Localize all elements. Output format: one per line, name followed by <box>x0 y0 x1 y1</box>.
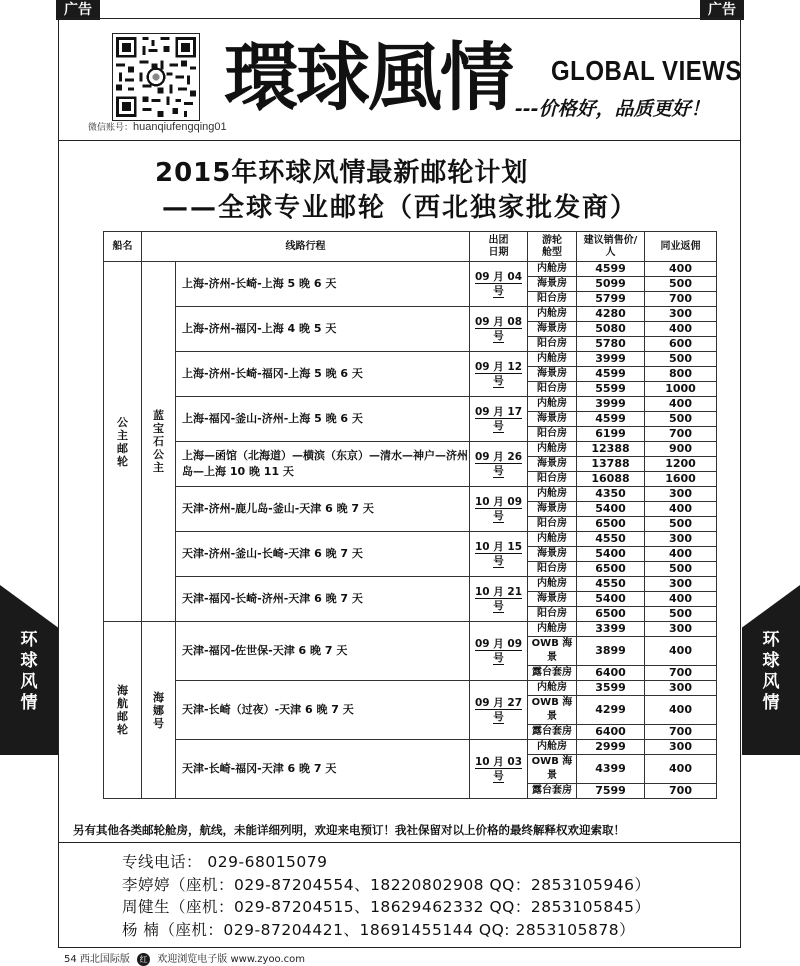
cabin-type: 内舱房 <box>528 442 577 457</box>
cabin-type: 露台套房 <box>528 666 577 681</box>
footer-link[interactable]: 欢迎浏览电子版 www.zyoo.com <box>157 954 306 965</box>
agent-rebate: 1200 <box>645 457 717 472</box>
route-itinerary: 天津-济州-釜山-长崎-天津 6 晚 7 天 <box>176 532 470 577</box>
side-label-right: 环球风情 <box>762 630 780 713</box>
agent-rebate: 800 <box>645 367 717 382</box>
wechat-label: 微信账号： <box>88 123 134 133</box>
suggested-price: 7599 <box>577 784 645 799</box>
header-cabin: 游轮舱型 <box>528 232 577 262</box>
cabin-type: 海景房 <box>528 457 577 472</box>
cabin-type: 阳台房 <box>528 607 577 622</box>
page-footer <box>64 950 305 966</box>
agent-rebate: 400 <box>645 397 717 412</box>
side-label-left: 环球风情 <box>20 630 38 713</box>
cabin-type: 海景房 <box>528 547 577 562</box>
suggested-price: 3399 <box>577 622 645 637</box>
cabin-type: OWB 海景 <box>528 637 577 666</box>
header-date: 出团日期 <box>470 232 528 262</box>
table-row <box>104 577 717 592</box>
route-itinerary: 天津-福冈-长崎-济州-天津 6 晚 7 天 <box>176 577 470 622</box>
suggested-price: 5400 <box>577 592 645 607</box>
header-route: 线路行程 <box>142 232 470 262</box>
contact-divider <box>58 842 741 843</box>
agent-rebate: 300 <box>645 532 717 547</box>
suggested-price: 4599 <box>577 262 645 277</box>
ad-tag-left: 广告 <box>56 0 100 20</box>
suggested-price: 6500 <box>577 607 645 622</box>
cabin-type: 海景房 <box>528 367 577 382</box>
suggested-price: 6500 <box>577 517 645 532</box>
cabin-type: 海景房 <box>528 592 577 607</box>
header-divider <box>58 140 741 141</box>
table-row <box>104 262 717 277</box>
table-row <box>104 740 717 755</box>
cabin-type: 海景房 <box>528 502 577 517</box>
cabin-type: 阳台房 <box>528 562 577 577</box>
agent-rebate: 400 <box>645 637 717 666</box>
suggested-price: 5400 <box>577 547 645 562</box>
header-rebate: 同业返佣 <box>645 232 717 262</box>
cabin-type: 阳台房 <box>528 292 577 307</box>
cabin-type: 内舱房 <box>528 622 577 637</box>
cabin-type: 内舱房 <box>528 262 577 277</box>
agent-rebate: 700 <box>645 666 717 681</box>
suggested-price: 5080 <box>577 322 645 337</box>
agent-rebate: 300 <box>645 681 717 696</box>
agent-rebate: 900 <box>645 442 717 457</box>
agent-rebate: 300 <box>645 622 717 637</box>
table-row <box>104 532 717 547</box>
agent-rebate: 400 <box>645 696 717 725</box>
brand-logo: 環球風情 <box>224 35 512 121</box>
edition-name: 西北国际版 <box>79 954 130 965</box>
agent-rebate: 400 <box>645 755 717 784</box>
contact-zhou: 周健生（座机：029-87204515、18629462332 QQ：2853105845） <box>122 898 651 916</box>
route-itinerary: 天津-福冈-佐世保-天津 6 晚 7 天 <box>176 622 470 681</box>
cabin-type: 海景房 <box>528 322 577 337</box>
agent-rebate: 700 <box>645 784 717 799</box>
agent-rebate: 400 <box>645 547 717 562</box>
brand-slogan: ---价格好，品质更好！ <box>515 98 710 120</box>
agent-rebate: 700 <box>645 427 717 442</box>
suggested-price: 12388 <box>577 442 645 457</box>
table-row <box>104 442 717 457</box>
agent-rebate: 500 <box>645 607 717 622</box>
cabin-type: 海景房 <box>528 412 577 427</box>
cabin-type: 内舱房 <box>528 740 577 755</box>
agent-rebate: 400 <box>645 502 717 517</box>
table-row <box>104 397 717 412</box>
departure-date: 10 月 15 号 <box>470 532 528 577</box>
departure-date: 09 月 12 号 <box>470 352 528 397</box>
suggested-price: 5780 <box>577 337 645 352</box>
departure-date: 09 月 26 号 <box>470 442 528 487</box>
agent-rebate: 500 <box>645 517 717 532</box>
cabin-type: 阳台房 <box>528 517 577 532</box>
cabin-type: 阳台房 <box>528 337 577 352</box>
route-itinerary: 上海—函馆（北海道）—横滨（东京）—清水—神户—济州岛—上海 10 晚 11 天 <box>176 442 470 487</box>
table-row <box>104 307 717 322</box>
table-row <box>104 487 717 502</box>
route-itinerary: 天津-长崎-福冈-天津 6 晚 7 天 <box>176 740 470 799</box>
page-subtitle: ——全球专业邮轮（西北独家批发商） <box>162 193 639 223</box>
suggested-price: 4399 <box>577 755 645 784</box>
cabin-type: OWB 海景 <box>528 696 577 725</box>
suggested-price: 6400 <box>577 666 645 681</box>
suggested-price: 5599 <box>577 382 645 397</box>
suggested-price: 6500 <box>577 562 645 577</box>
agent-rebate: 700 <box>645 725 717 740</box>
cabin-type: 内舱房 <box>528 577 577 592</box>
contact-yang: 杨 楠（座机：029-87204421、18691455144 QQ: 2853105878） <box>122 921 636 939</box>
cabin-type: 内舱房 <box>528 397 577 412</box>
agent-rebate: 600 <box>645 337 717 352</box>
brand-english: GLOBAL VIEWS <box>551 55 742 87</box>
contact-hotline: 专线电话： 029-68015079 <box>122 853 328 871</box>
agent-rebate: 500 <box>645 412 717 427</box>
ad-tag-right: 广告 <box>700 0 744 20</box>
suggested-price: 4350 <box>577 487 645 502</box>
table-row <box>104 681 717 696</box>
cabin-type: 海景房 <box>528 277 577 292</box>
agent-rebate: 400 <box>645 322 717 337</box>
suggested-price: 3899 <box>577 637 645 666</box>
suggested-price: 4299 <box>577 696 645 725</box>
cruise-table <box>103 231 717 799</box>
agent-rebate: 300 <box>645 577 717 592</box>
agent-rebate: 700 <box>645 292 717 307</box>
remark-text: 另有其他各类邮轮舱房，航线，未能详细列明，欢迎来电预订！我社保留对以上价格的最终解释权欢迎索取！ <box>73 823 625 837</box>
red-badge-icon: 红 <box>137 953 150 966</box>
route-itinerary: 上海-福冈-釜山-济州-上海 5 晚 6 天 <box>176 397 470 442</box>
cabin-type: 阳台房 <box>528 382 577 397</box>
suggested-price: 4599 <box>577 367 645 382</box>
suggested-price: 16088 <box>577 472 645 487</box>
route-itinerary: 上海-济州-长崎-福冈-上海 5 晚 6 天 <box>176 352 470 397</box>
page-title: 2015年环球风情最新邮轮计划 <box>155 158 529 188</box>
table-row <box>104 352 717 367</box>
cabin-type: 内舱房 <box>528 307 577 322</box>
suggested-price: 4550 <box>577 577 645 592</box>
cabin-type: 阳台房 <box>528 427 577 442</box>
cabin-type: 内舱房 <box>528 681 577 696</box>
agent-rebate: 300 <box>645 487 717 502</box>
agent-rebate: 300 <box>645 307 717 322</box>
departure-date: 09 月 04 号 <box>470 262 528 307</box>
suggested-price: 6199 <box>577 427 645 442</box>
header-price: 建议销售价/人 <box>577 232 645 262</box>
wechat-account <box>88 120 227 133</box>
agent-rebate: 500 <box>645 562 717 577</box>
table-row <box>104 622 717 637</box>
agent-rebate: 400 <box>645 592 717 607</box>
route-itinerary: 天津-长崎（过夜）-天津 6 晚 7 天 <box>176 681 470 740</box>
cabin-type: 内舱房 <box>528 487 577 502</box>
cabin-type: 露台套房 <box>528 784 577 799</box>
agent-rebate: 400 <box>645 262 717 277</box>
ship-name: 海娜号 <box>142 622 176 799</box>
suggested-price: 4599 <box>577 412 645 427</box>
cabin-type: OWB 海景 <box>528 755 577 784</box>
cabin-type: 阳台房 <box>528 472 577 487</box>
suggested-price: 13788 <box>577 457 645 472</box>
route-itinerary: 上海-济州-长崎-上海 5 晚 6 天 <box>176 262 470 307</box>
header-ship: 船名 <box>104 232 142 262</box>
departure-date: 10 月 09 号 <box>470 487 528 532</box>
departure-date: 09 月 09 号 <box>470 622 528 681</box>
agent-rebate: 1600 <box>645 472 717 487</box>
wechat-id: huanqiufengqing01 <box>133 121 227 133</box>
cabin-type: 内舱房 <box>528 532 577 547</box>
suggested-price: 5400 <box>577 502 645 517</box>
qr-code-icon <box>112 33 200 121</box>
agent-rebate: 1000 <box>645 382 717 397</box>
contact-li: 李婷婷（座机：029-87204554、18220802908 QQ：2853105946） <box>122 876 651 894</box>
agent-rebate: 500 <box>645 277 717 292</box>
cruise-line-name: 公主邮轮 <box>104 262 142 622</box>
route-itinerary: 上海-济州-福冈-上海 4 晚 5 天 <box>176 307 470 352</box>
agent-rebate: 300 <box>645 740 717 755</box>
departure-date: 10 月 03 号 <box>470 740 528 799</box>
suggested-price: 2999 <box>577 740 645 755</box>
ship-name: 蓝宝石公主 <box>142 262 176 622</box>
suggested-price: 4550 <box>577 532 645 547</box>
suggested-price: 5099 <box>577 277 645 292</box>
cruise-line-name: 海航邮轮 <box>104 622 142 799</box>
cabin-type: 露台套房 <box>528 725 577 740</box>
table-header-row <box>104 232 717 262</box>
route-itinerary: 天津-济州-鹿儿岛-釜山-天津 6 晚 7 天 <box>176 487 470 532</box>
suggested-price: 6400 <box>577 725 645 740</box>
departure-date: 10 月 21 号 <box>470 577 528 622</box>
departure-date: 09 月 17 号 <box>470 397 528 442</box>
agent-rebate: 500 <box>645 352 717 367</box>
suggested-price: 3999 <box>577 397 645 412</box>
suggested-price: 3599 <box>577 681 645 696</box>
cabin-type: 内舱房 <box>528 352 577 367</box>
page-number: 54 <box>64 954 77 965</box>
suggested-price: 3999 <box>577 352 645 367</box>
suggested-price: 5799 <box>577 292 645 307</box>
departure-date: 09 月 08 号 <box>470 307 528 352</box>
departure-date: 09 月 27 号 <box>470 681 528 740</box>
suggested-price: 4280 <box>577 307 645 322</box>
